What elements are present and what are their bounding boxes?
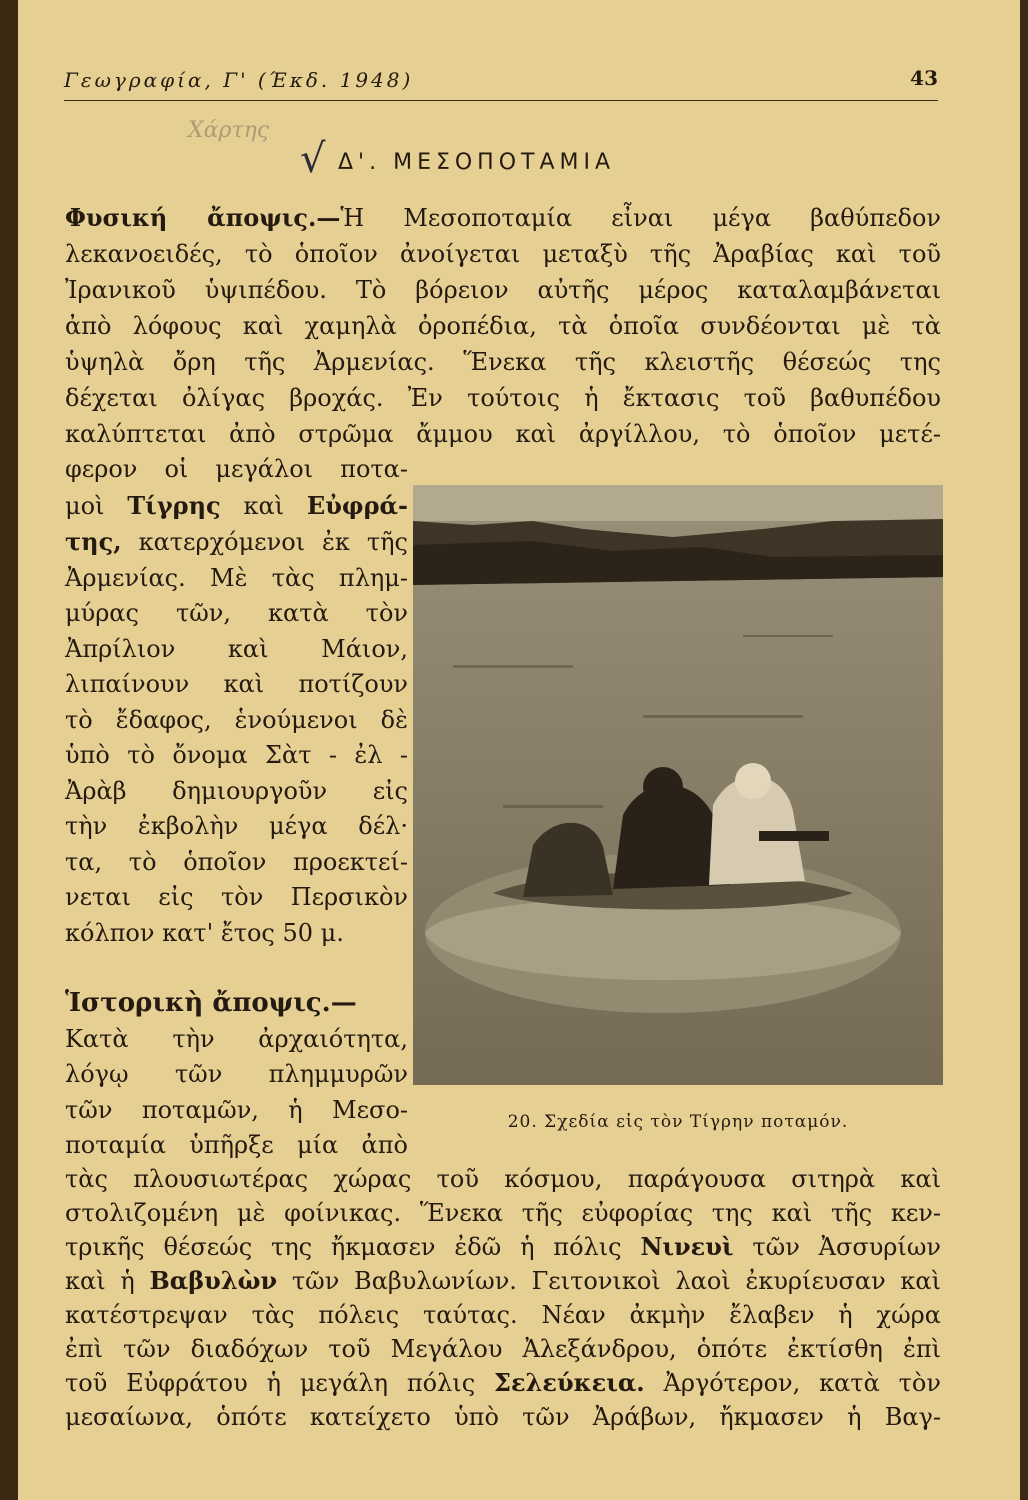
text-line: στολιζομένη μὲ φοίνικας. Ἕνεκα τῆς εὐφορίας της καὶ τῆς κεν- [65, 1199, 941, 1227]
text-line: Ἀπρίλιον καὶ Μάιον, [65, 634, 408, 663]
photo-illustration [413, 485, 943, 1085]
text-line: καλύπτεται ἀπὸ στρῶμα ἄμμου καὶ ἀργίλλου, τὸ ὁποῖον μετέ- [65, 420, 941, 448]
text-line: μύρας τῶν, κατὰ τὸν [65, 599, 408, 627]
text-line: ποταμία ὑπῆρξε μία ἀπὸ [65, 1131, 408, 1159]
text-line: λιπαίνουν καὶ ποτίζουν [65, 670, 408, 698]
text-line: κατέστρεψαν τὰς πόλεις ταύτας. Νέαν ἀκμὴν ἔλαβεν ἡ χώρα [65, 1301, 941, 1329]
raft-photograph [413, 485, 943, 1085]
text-line: Ἰρανικοῦ ὑψιπέδου. Τὸ βόρειον αὐτῆς μέρος καταλαμβάνεται [65, 276, 941, 304]
text-line: Ἀρὰβ δημιουργοῦν εἰς [65, 776, 408, 805]
text-line: φερον οἱ μεγάλοι ποτα- [65, 455, 408, 483]
text-line: ἐπὶ τῶν διαδόχων τοῦ Μεγάλου Ἀλεξάνδρου, ὁπότε ἐκτίσθη ἐπὶ [65, 1335, 941, 1363]
figure-caption: 20. Σχεδία εἰς τὸν Τίγρην ποταμόν. [507, 1112, 849, 1132]
text-line: δέχεται ὀλίγας βροχάς. Ἐν τούτοις ἡ ἔκτασις τοῦ βαθυπέδου [65, 384, 941, 412]
text-line: νεται εἰς τὸν Περσικὸν [65, 883, 408, 911]
book-page [18, 0, 1020, 1500]
historical-paragraph [65, 1162, 941, 1434]
checkmark-icon: √ [300, 136, 326, 182]
text-line: τα, τὸ ὁποῖον προεκτεί- [65, 847, 408, 876]
river-euphrates: Εὐφρά- [306, 490, 408, 520]
text-line: τὸ ἔδαφος, ἑνούμενοι δὲ [65, 705, 408, 734]
city-seleucia: Σελεύκεια. [494, 1368, 645, 1397]
city-nineveh: Νινευὶ [640, 1232, 734, 1261]
running-title: Γεωγραφία, Γ' (Έκδ. 1948) [64, 68, 414, 92]
text-line: λεκανοειδές, τὸ ὁποῖον ἀνοίγεται μεταξὺ τῆς Ἀραβίας καὶ τοῦ [65, 240, 941, 268]
text-line: τὴν ἐκβολὴν μέγα δέλ· [65, 812, 408, 840]
text-line: μοὶ Τίγρης καὶ Εὐφρά- [65, 490, 408, 520]
text-line: τοῦ Εὐφράτου ἡ μεγάλη πόλις Σελεύκεια. Ἀργότερον, κατὰ τὸν [65, 1368, 941, 1397]
text-line: τρικῆς θέσεώς της ἤκμασεν ἐδῶ ἡ πόλις Νινευὶ τῶν Ἀσσυρίων [65, 1232, 941, 1261]
text-line: κόλπον κατ' ἔτος 50 μ. [65, 918, 344, 947]
left-text-column [65, 452, 408, 1164]
text-line: τὰς πλουσιωτέρας χώρας τοῦ κόσμου, παράγουσα σιτηρὰ καὶ [65, 1165, 941, 1193]
text-line: τῶν ποταμῶν, ἡ Μεσο- [65, 1095, 408, 1124]
text-line: Φυσική ἄποψις.—Ἡ Μεσοποταμία εἶναι μέγα βαθύπεδον [65, 203, 941, 232]
text-line: ὑψηλὰ ὄρη τῆς Ἀρμενίας. Ἕνεκα τῆς κλειστῆς θέσεώς της [65, 348, 941, 376]
text-line: της, κατερχόμενοι ἐκ τῆς [65, 527, 408, 556]
text-line: Κατὰ τὴν ἀρχαιότητα, [65, 1024, 408, 1053]
running-header [64, 64, 938, 101]
page-number: 43 [910, 66, 938, 90]
text-line: Ἀρμενίας. Μὲ τὰς πλημ- [65, 563, 408, 592]
text-line: μεσαίωνα, ὁπότε κατείχετο ὑπὸ τῶν Ἀράβων, ἤκμασεν ἡ Βαγ- [65, 1403, 941, 1431]
text-line: ἀπὸ λόφους καὶ χαμηλὰ ὀροπέδια, τὰ ὁποῖα συνδέονται μὲ τὰ [65, 312, 941, 340]
section-heading: Δ'. ΜΕΣΟΠΟΤΑΜΙΑ [338, 150, 616, 175]
text-line: καὶ ἡ Βαβυλὼν τῶν Βαβυλωνίων. Γειτονικοὶ λαοὶ ἐκυρίευσαν καὶ [65, 1266, 941, 1295]
faded-margin-note: Χάρτης [188, 118, 270, 143]
city-babylon: Βαβυλὼν [149, 1266, 278, 1295]
physical-paragraph [65, 200, 941, 452]
text-line: ὑπὸ τὸ ὄνομα Σὰτ - ἐλ - [65, 741, 408, 769]
historical-heading: Ἱστορικὴ ἄποψις.— [65, 988, 357, 1018]
river-tigris: Τίγρης [127, 490, 221, 520]
physical-heading: Φυσική ἄποψις.— [65, 203, 341, 232]
text-line: λόγῳ τῶν πλημμυρῶν [65, 1060, 408, 1088]
